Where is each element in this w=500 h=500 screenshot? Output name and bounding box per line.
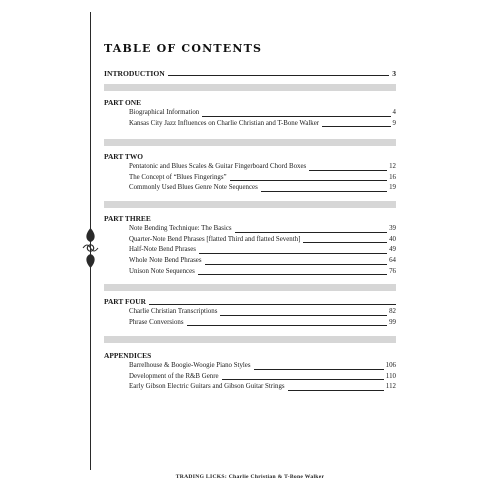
- entry-page: 40: [389, 235, 396, 243]
- section-heading: APPENDICES: [104, 351, 152, 360]
- entry-title: Pentatonic and Blues Scales & Guitar Fingerboard Chord Boxes: [129, 162, 307, 170]
- section-part-four: [104, 297, 396, 328]
- entry-page: 64: [389, 257, 396, 265]
- leader-line: [222, 379, 384, 380]
- section-divider-band: [104, 336, 396, 343]
- section-part-three: [104, 214, 396, 277]
- section-appendices: [104, 351, 396, 393]
- toc-entry[interactable]: [129, 108, 396, 119]
- section-heading-row: [104, 297, 396, 307]
- entry-title: Phrase Conversions: [129, 318, 184, 326]
- toc-entry[interactable]: [129, 256, 396, 267]
- entry-page: 49: [389, 246, 396, 254]
- leader-line: [235, 232, 388, 233]
- toc-entry[interactable]: [129, 245, 396, 256]
- toc-entry[interactable]: [129, 307, 396, 318]
- entry-title: Unison Note Sequences: [129, 267, 195, 275]
- page-title: TABLE OF CONTENTS: [104, 42, 263, 55]
- leader-line: [199, 253, 387, 254]
- leader-line: [230, 180, 388, 181]
- leader-line: [261, 191, 387, 192]
- leader-line: [202, 116, 390, 117]
- section-divider-band: [104, 139, 396, 146]
- entry-title: Note Bending Technique: The Basics: [129, 224, 232, 232]
- entry-page: 76: [389, 267, 396, 275]
- entry-page: 4: [392, 108, 396, 116]
- introduction-label: INTRODUCTION: [104, 69, 165, 78]
- scroll-ornament-icon: [82, 228, 99, 268]
- leader-line: [309, 170, 387, 171]
- toc-entry-introduction[interactable]: [104, 69, 396, 78]
- entry-title: Kansas City Jazz Influences on Charlie Christian and T-Bone Walker: [129, 119, 320, 127]
- entry-title: Barrelhouse & Boogie-Woogie Piano Styles: [129, 361, 251, 369]
- entry-title: Biographical Information: [129, 108, 200, 116]
- toc-entry[interactable]: [129, 235, 396, 246]
- toc-entry[interactable]: [129, 382, 396, 393]
- entry-page: 9: [392, 119, 396, 127]
- leader-line: [220, 315, 387, 316]
- leader-line: [187, 325, 388, 326]
- entry-title: Commonly Used Blues Genre Note Sequences: [129, 184, 258, 192]
- entry-page: 99: [389, 318, 396, 326]
- entry-title: Charlie Christian Transcriptions: [129, 307, 218, 315]
- entry-page: 19: [389, 184, 396, 192]
- leader-line: [303, 242, 387, 243]
- page-footer: TRADING LICKS: Charlie Christian & T-Bone Walker: [175, 474, 325, 480]
- toc-entry[interactable]: [129, 267, 396, 278]
- heading-rule: [149, 304, 396, 305]
- leader-line: [254, 369, 384, 370]
- entry-page: 39: [389, 224, 396, 232]
- entry-page: 112: [385, 383, 396, 391]
- section-heading: PART FOUR: [104, 297, 146, 306]
- toc-entry[interactable]: [129, 173, 396, 184]
- toc-entry[interactable]: [129, 183, 396, 194]
- entry-page: 106: [385, 361, 396, 369]
- section-divider-band: [104, 284, 396, 291]
- section-divider-band: [104, 84, 396, 91]
- toc-entry[interactable]: [129, 318, 396, 329]
- entry-title: Early Gibson Electric Guitars and Gibson Guitar Strings: [129, 383, 285, 391]
- leader-line: [198, 274, 387, 275]
- leader-line: [322, 126, 390, 127]
- entry-title: The Concept of “Blues Fingerings”: [129, 173, 227, 181]
- toc-entry[interactable]: [129, 162, 396, 173]
- toc-entry[interactable]: [129, 361, 396, 372]
- section-part-one: [104, 98, 396, 129]
- toc-entry[interactable]: [129, 224, 396, 235]
- leader-line: [205, 264, 388, 265]
- entry-title: Quarter-Note Bend Phrases [flatted Third and flatted Seventh]: [129, 235, 301, 243]
- entry-page: 82: [389, 307, 396, 315]
- section-part-two: [104, 152, 396, 194]
- entry-page: 12: [389, 162, 396, 170]
- leader-line: [168, 75, 389, 76]
- toc-entry[interactable]: [129, 119, 396, 130]
- section-divider-band: [104, 201, 396, 208]
- leader-line: [288, 390, 384, 391]
- section-heading: PART TWO: [104, 152, 143, 161]
- entry-title: Half-Note Bend Phrases: [129, 246, 196, 254]
- section-heading: PART THREE: [104, 214, 151, 223]
- entry-page: 16: [389, 173, 396, 181]
- toc-entry[interactable]: [129, 372, 396, 383]
- entry-title: Development of the R&B Genre: [129, 372, 219, 380]
- section-heading: PART ONE: [104, 98, 142, 107]
- introduction-page: 3: [392, 69, 396, 78]
- entry-title: Whole Note Bend Phrases: [129, 257, 202, 265]
- entry-page: 110: [385, 372, 396, 380]
